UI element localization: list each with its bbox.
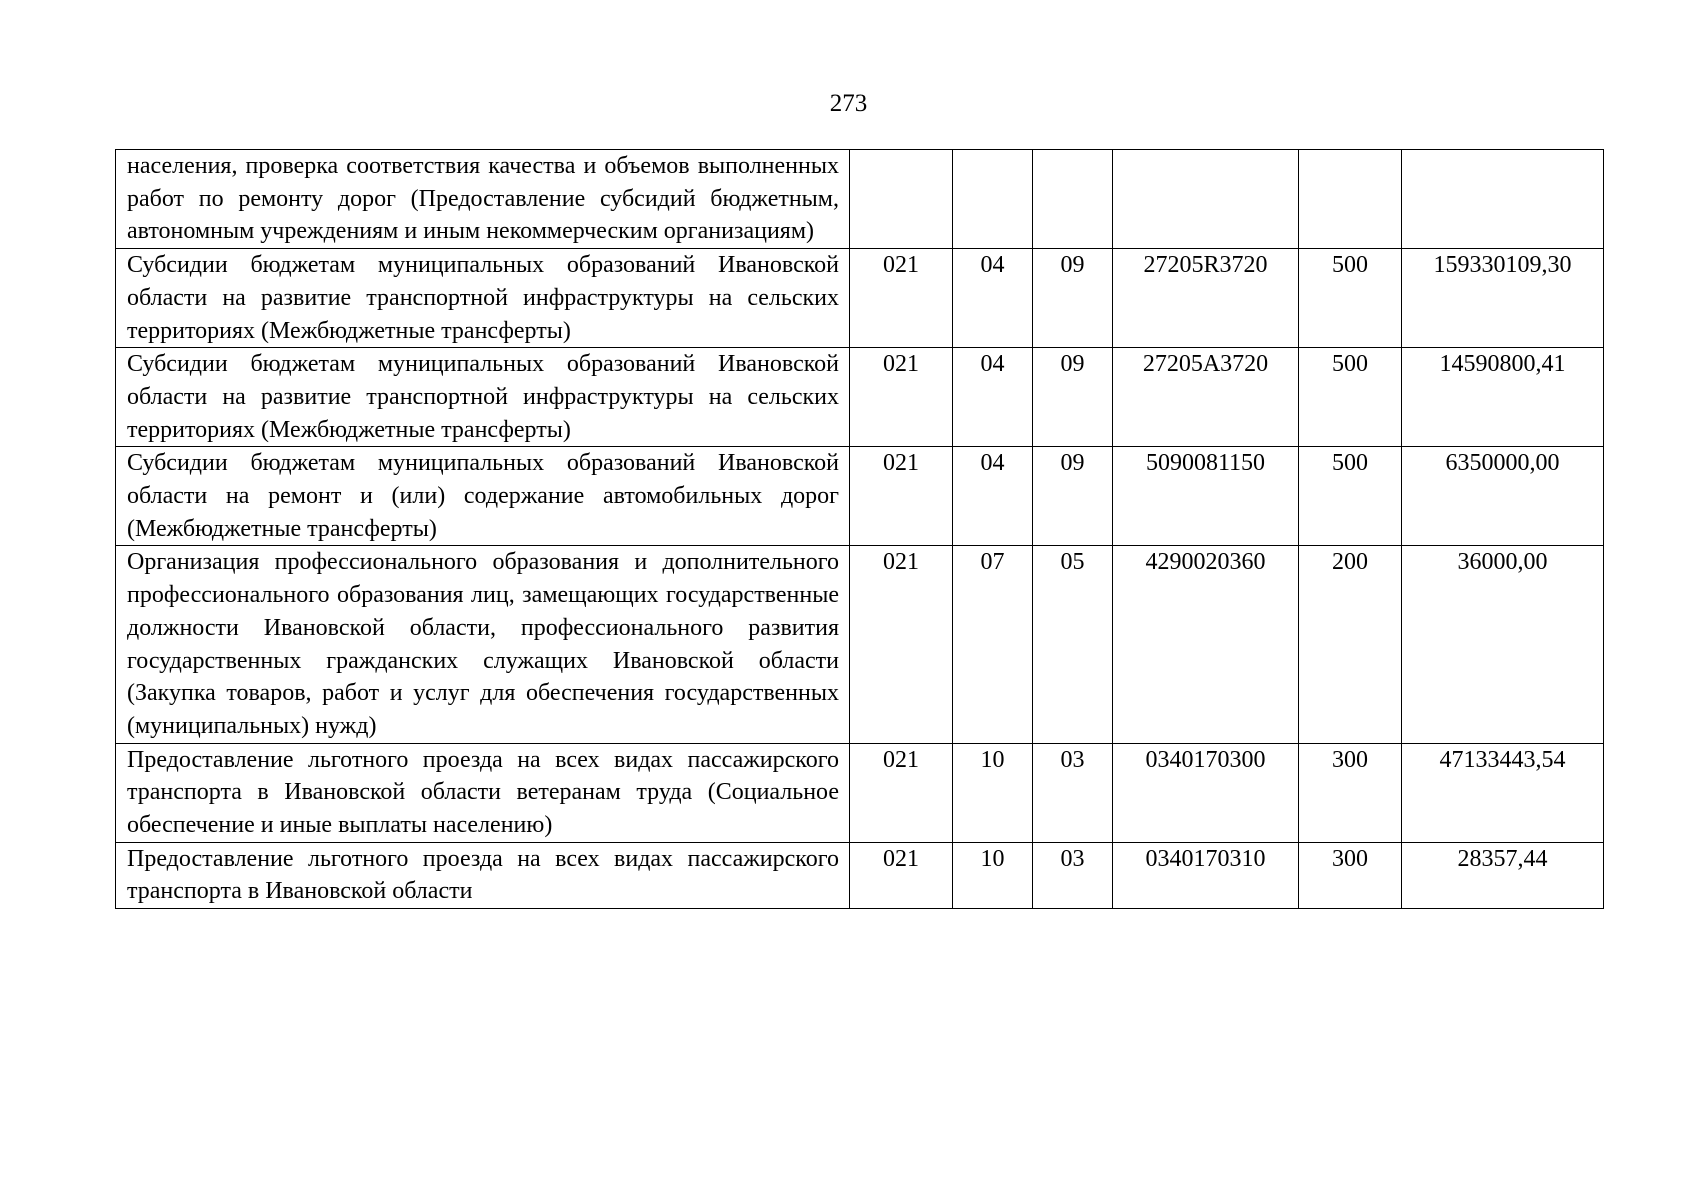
table-row <box>116 743 1604 842</box>
subsection-code: 03 <box>1033 842 1113 908</box>
expense-type-code: 300 <box>1299 743 1402 842</box>
amount-value: 36000,00 <box>1402 546 1604 743</box>
expense-type-code <box>1299 150 1402 249</box>
ministry-code: 021 <box>850 447 953 546</box>
ministry-code: 021 <box>850 743 953 842</box>
section-code: 10 <box>953 743 1033 842</box>
amount-value: 47133443,54 <box>1402 743 1604 842</box>
target-article-code: 27205R3720 <box>1113 249 1299 348</box>
row-description: населения, проверка соответствия качества и объемов выполненных работ по ремонту дорог (Предоставление субсидий бюджетным, автономным учреждениям и иным некоммерческим организациям) <box>116 150 850 249</box>
ministry-code: 021 <box>850 249 953 348</box>
row-description: Субсидии бюджетам муниципальных образований Ивановской области на ремонт и (или) содержание автомобильных дорог (Межбюджетные трансферты) <box>116 447 850 546</box>
ministry-code: 021 <box>850 546 953 743</box>
table-row <box>116 842 1604 908</box>
target-article-code: 27205A3720 <box>1113 348 1299 447</box>
target-article-code: 5090081150 <box>1113 447 1299 546</box>
table-row <box>116 249 1604 348</box>
section-code: 10 <box>953 842 1033 908</box>
section-code: 07 <box>953 546 1033 743</box>
row-description: Субсидии бюджетам муниципальных образований Ивановской области на развитие транспортной инфраструктуры на сельских территориях (Межбюджетные трансферты) <box>116 348 850 447</box>
table-row <box>116 348 1604 447</box>
ministry-code: 021 <box>850 842 953 908</box>
section-code: 04 <box>953 447 1033 546</box>
row-description: Предоставление льготного проезда на всех видах пассажирского транспорта в Ивановской области <box>116 842 850 908</box>
amount-value: 28357,44 <box>1402 842 1604 908</box>
amount-value <box>1402 150 1604 249</box>
amount-value: 6350000,00 <box>1402 447 1604 546</box>
target-article-code: 4290020360 <box>1113 546 1299 743</box>
amount-value: 159330109,30 <box>1402 249 1604 348</box>
subsection-code: 09 <box>1033 348 1113 447</box>
subsection-code: 03 <box>1033 743 1113 842</box>
section-code: 04 <box>953 348 1033 447</box>
budget-allocation-table <box>115 149 1604 909</box>
page-number: 273 <box>829 90 868 117</box>
row-description: Субсидии бюджетам муниципальных образований Ивановской области на развитие транспортной инфраструктуры на сельских территориях (Межбюджетные трансферты) <box>116 249 850 348</box>
expense-type-code: 300 <box>1299 842 1402 908</box>
target-article-code: 0340170300 <box>1113 743 1299 842</box>
subsection-code: 05 <box>1033 546 1113 743</box>
target-article-code: 0340170310 <box>1113 842 1299 908</box>
expense-type-code: 500 <box>1299 348 1402 447</box>
row-description: Организация профессионального образования и дополнительного профессионального образования лиц, замещающих государственные должности Ивановской области, профессионального развития государственных гражданских служащих Ивановской области (Закупка товаров, работ и услуг для обеспечения государственных (муниципальных) нужд) <box>116 546 850 743</box>
table-row <box>116 150 1604 249</box>
expense-type-code: 500 <box>1299 447 1402 546</box>
section-code: 04 <box>953 249 1033 348</box>
subsection-code: 09 <box>1033 249 1113 348</box>
subsection-code: 09 <box>1033 447 1113 546</box>
expense-type-code: 500 <box>1299 249 1402 348</box>
amount-value: 14590800,41 <box>1402 348 1604 447</box>
table-row <box>116 546 1604 743</box>
section-code <box>953 150 1033 249</box>
ministry-code <box>850 150 953 249</box>
table-row <box>116 447 1604 546</box>
subsection-code <box>1033 150 1113 249</box>
target-article-code <box>1113 150 1299 249</box>
ministry-code: 021 <box>850 348 953 447</box>
row-description: Предоставление льготного проезда на всех видах пассажирского транспорта в Ивановской области ветеранам труда (Социальное обеспечение и иные выплаты населению) <box>116 743 850 842</box>
expense-type-code: 200 <box>1299 546 1402 743</box>
